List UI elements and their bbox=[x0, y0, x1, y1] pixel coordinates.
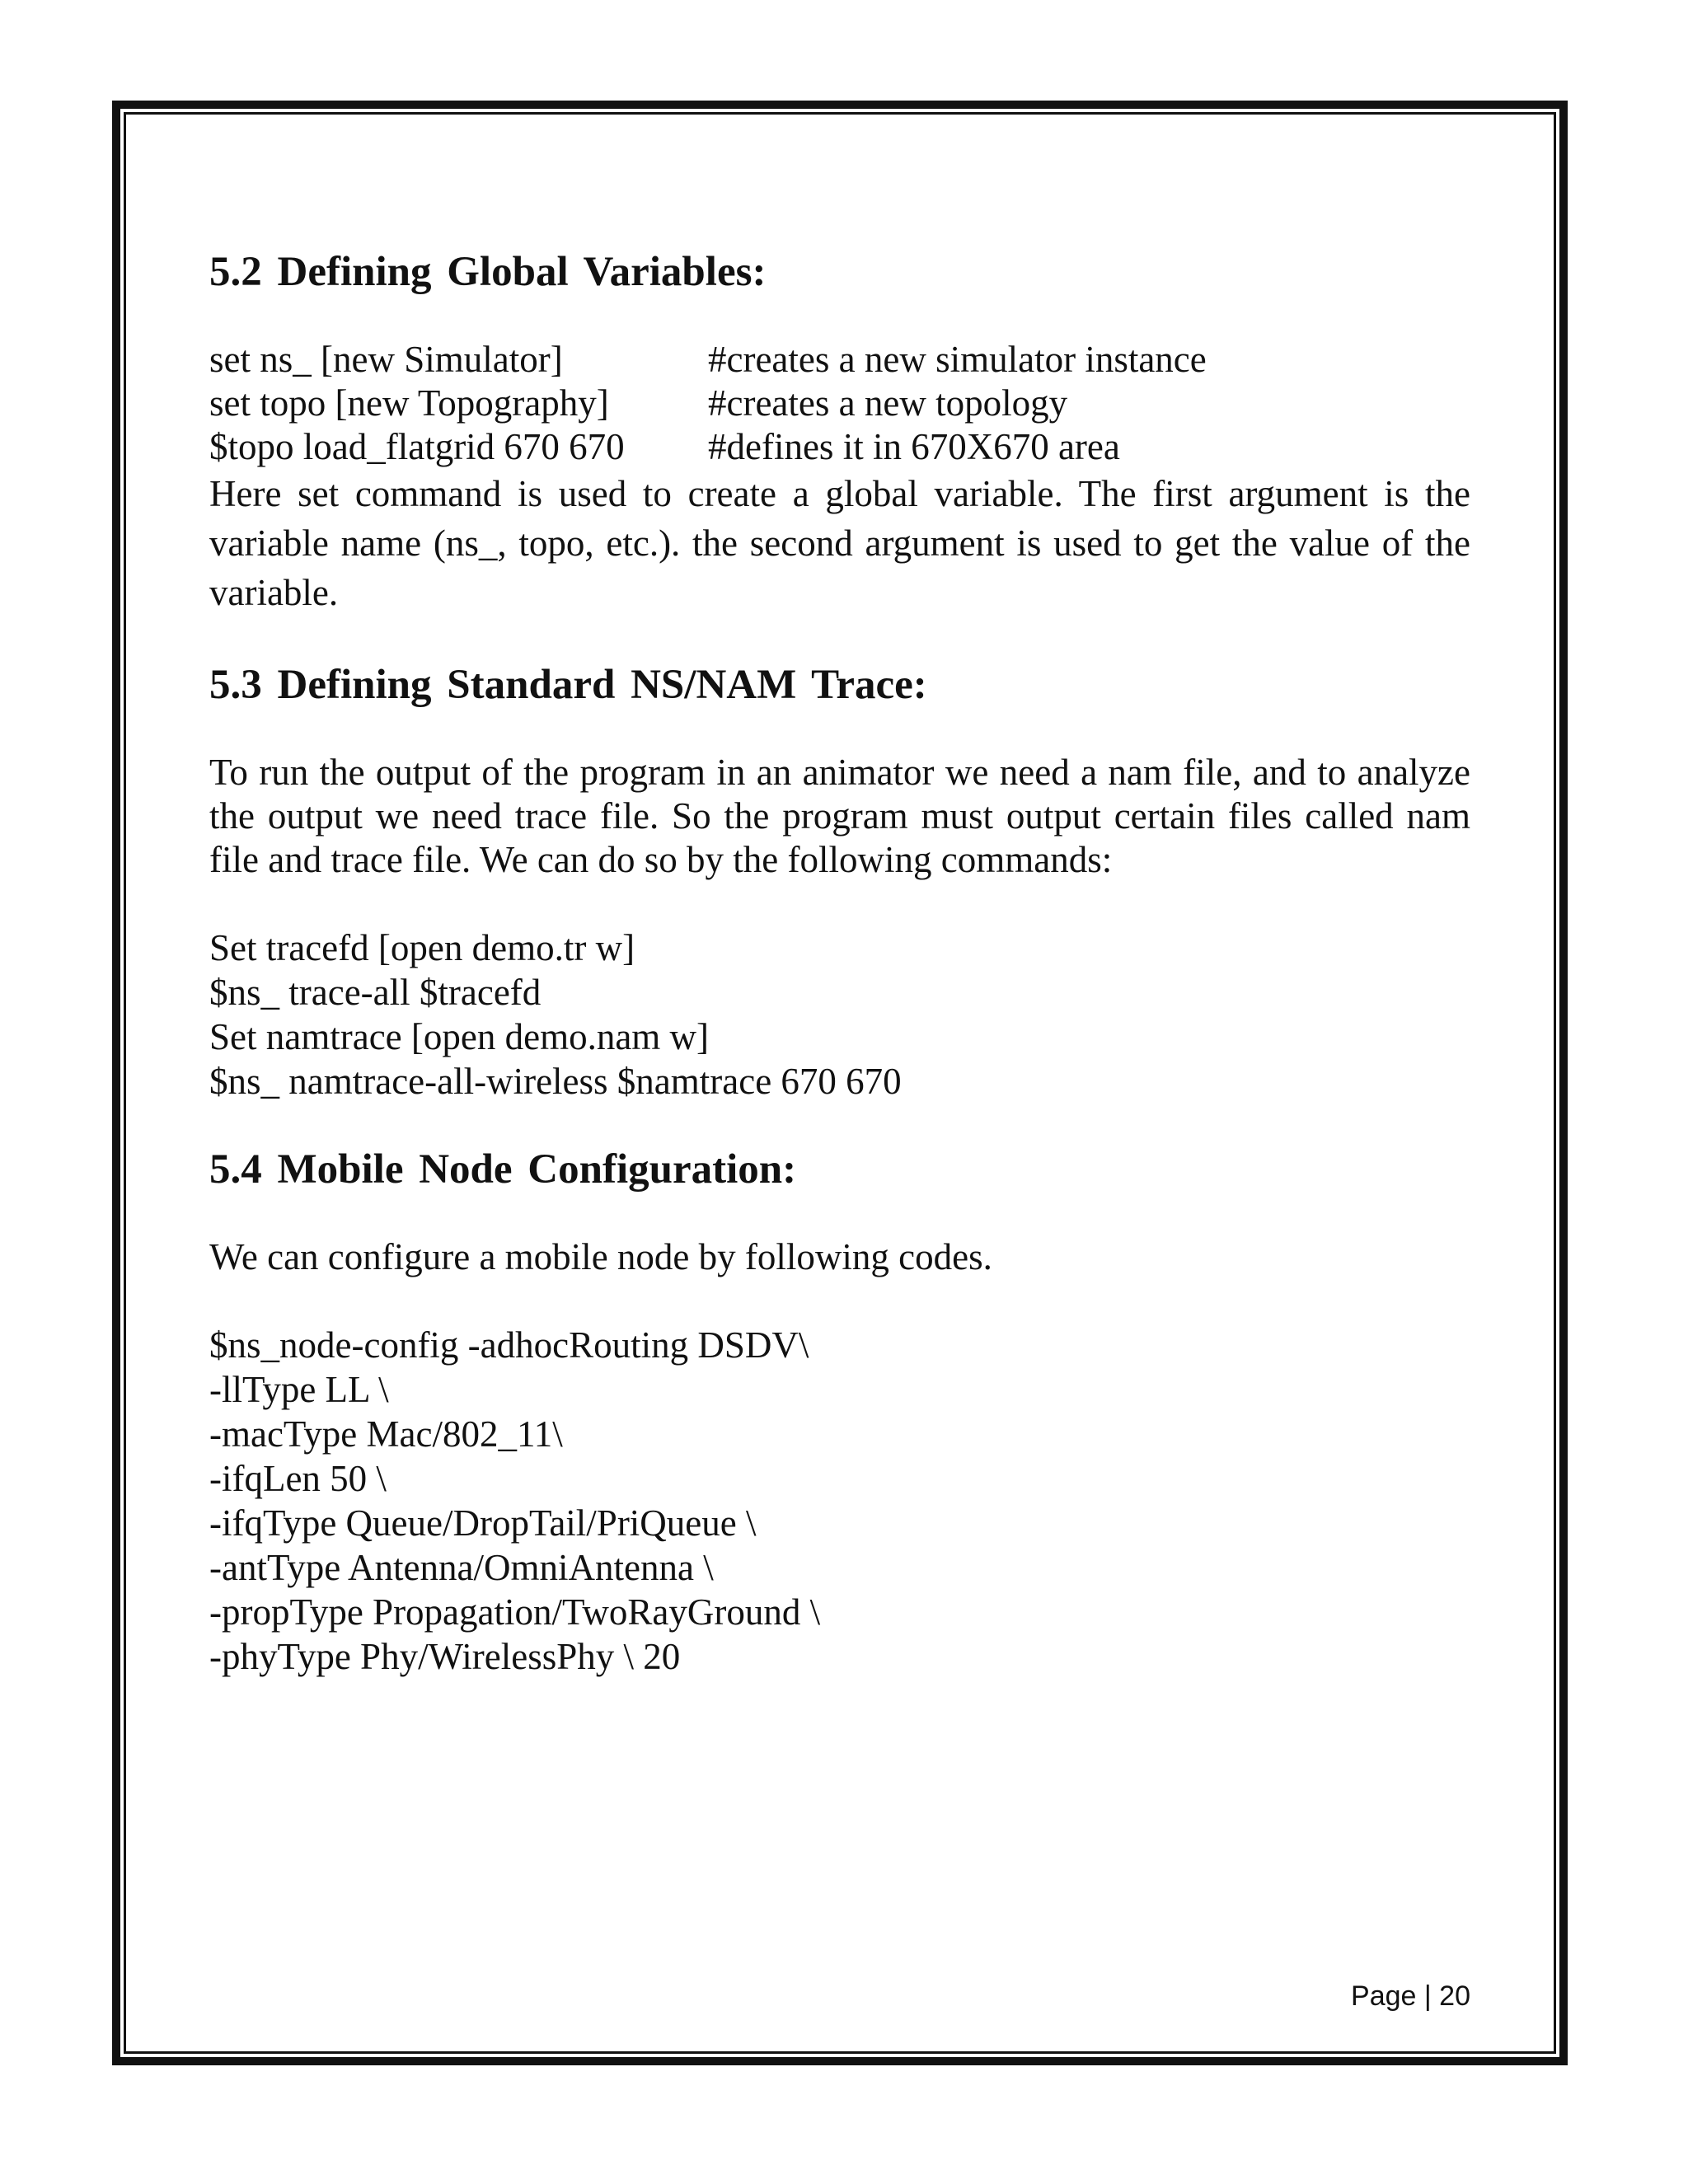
section-heading-5-2: 5.2 Defining Global Variables: bbox=[209, 249, 767, 295]
global-variables-paragraph: Here set command is used to create a global variable. The first argument is the variable name (ns_, topo, etc.). the second argument is used to get the value of the variable. bbox=[209, 473, 1470, 613]
trace-paragraph: To run the output of the program in an animator we need a nam file, and to analyze the output we need trace file. So the program must output certain files called nam file and trace file. We can do so by the following commands: bbox=[209, 752, 1470, 880]
node-config-paragraph: We can configure a mobile node by following codes. bbox=[209, 1236, 992, 1277]
code-line: -phyType Phy/WirelessPhy \ 20 bbox=[209, 1636, 681, 1677]
code-line: -antType Antenna/OmniAntenna \ bbox=[209, 1547, 714, 1588]
code-line: Set namtrace [open demo.nam w] bbox=[209, 1016, 710, 1057]
trace-code-block bbox=[209, 926, 1470, 1104]
code-line: -ifqType Queue/DropTail/PriQueue \ bbox=[209, 1502, 757, 1544]
section-heading-5-4: 5.4 Mobile Node Configuration: bbox=[209, 1146, 797, 1193]
code-command: set ns_ [new Simulator] bbox=[209, 339, 563, 380]
code-command: set topo [new Topography] bbox=[209, 382, 609, 424]
code-comment: #creates a new topology bbox=[708, 382, 1068, 424]
code-line: -ifqLen 50 \ bbox=[209, 1458, 387, 1499]
code-comment: #creates a new simulator instance bbox=[708, 339, 1207, 380]
code-comment: #defines it in 670X670 area bbox=[708, 426, 1120, 467]
section-heading-5-3: 5.3 Defining Standard NS/NAM Trace: bbox=[209, 662, 927, 708]
code-row bbox=[209, 338, 1470, 382]
code-row bbox=[209, 382, 1470, 425]
code-line: Set tracefd [open demo.tr w] bbox=[209, 927, 635, 968]
node-config-code-block bbox=[209, 1323, 1470, 1679]
code-line: -propType Propagation/TwoRayGround \ bbox=[209, 1591, 821, 1633]
code-line: $ns_node-config -adhocRouting DSDV\ bbox=[209, 1324, 809, 1366]
page-content bbox=[209, 247, 1470, 1679]
code-command: $topo load_flatgrid 670 670 bbox=[209, 426, 625, 467]
global-variables-code bbox=[209, 338, 1470, 469]
code-line: -macType Mac/802_11\ bbox=[209, 1413, 563, 1455]
code-row bbox=[209, 425, 1470, 469]
page-number: Page | 20 bbox=[1351, 1980, 1470, 2012]
code-line: -llType LL \ bbox=[209, 1369, 389, 1410]
code-line: $ns_ namtrace-all-wireless $namtrace 670 670 bbox=[209, 1061, 902, 1102]
code-line: $ns_ trace-all $tracefd bbox=[209, 972, 542, 1013]
